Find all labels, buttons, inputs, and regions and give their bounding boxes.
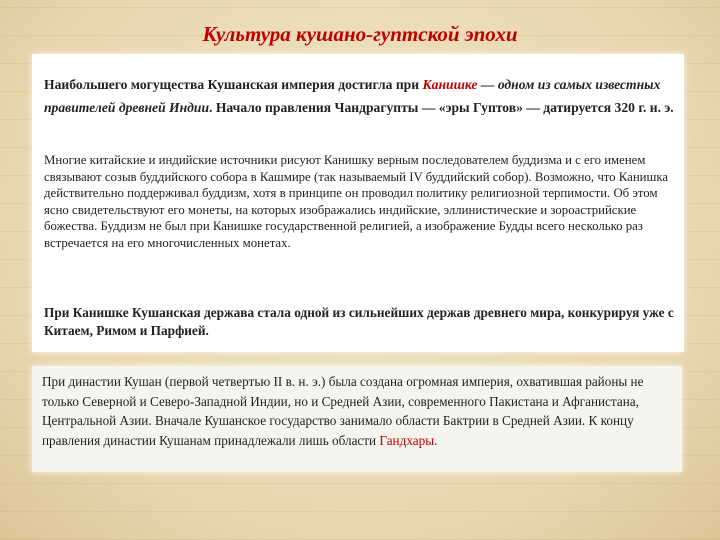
buddhism-paragraph: Многие китайские и индийские источники рисуют Канишку верным последователем буддизма и с его именем связывают созыв буддийского собора в Кашмире (так называемый IV буддийский собор). Возможно, что Канишка действительно поддерживал буддизм, хотя в принципе он проводил политику религиозной терпимости. Об этом ясно свидетельствуют его монеты, на которых изображались индийские, эллинистические и зороастрийские божества. Буддизм не был при Канишке государственной религией, а изображение Будды всего несколько раз встречается на его многочисленных монетах.	[44, 153, 669, 250]
dynasty-text-end: .	[434, 432, 438, 448]
kanishka-highlight: Канишке	[422, 77, 478, 92]
dynasty-paragraph	[42, 372, 682, 450]
power-paragraph: При Канишке Кушанская держава стала одной из сильнейших держав древнего мира, конкурируя уже с Китаем, Римом и Парфией.	[44, 305, 674, 338]
intro-text-end: . Начало правления Чандрагупты — «эры Гуптов» — датируется 320 г. н. э.	[209, 100, 674, 115]
intro-text-start: Наибольшего могущества Кушанская империя достигла при	[44, 77, 423, 92]
page-title: Культура кушано-гуптской эпохи	[202, 22, 518, 46]
dynasty-text: При династии Кушан (первой четвертью II в. н. э.) была создана огромная империя, охватившая районы не только Северной и Северо-Западной Индии, но и Средней Азии, современного Пакистана и Афганистана, Центральной Азии. Вначале Кушанское государство занимало области Бактрии в Средней Азии. К концу правления династии Кушанам принадлежали лишь области	[42, 374, 644, 448]
intro-paragraph	[44, 73, 678, 119]
intro-text-italic: — одном из самых известных правителей древней Индии	[44, 77, 661, 115]
gandhara-highlight: Гандхары	[379, 432, 435, 448]
